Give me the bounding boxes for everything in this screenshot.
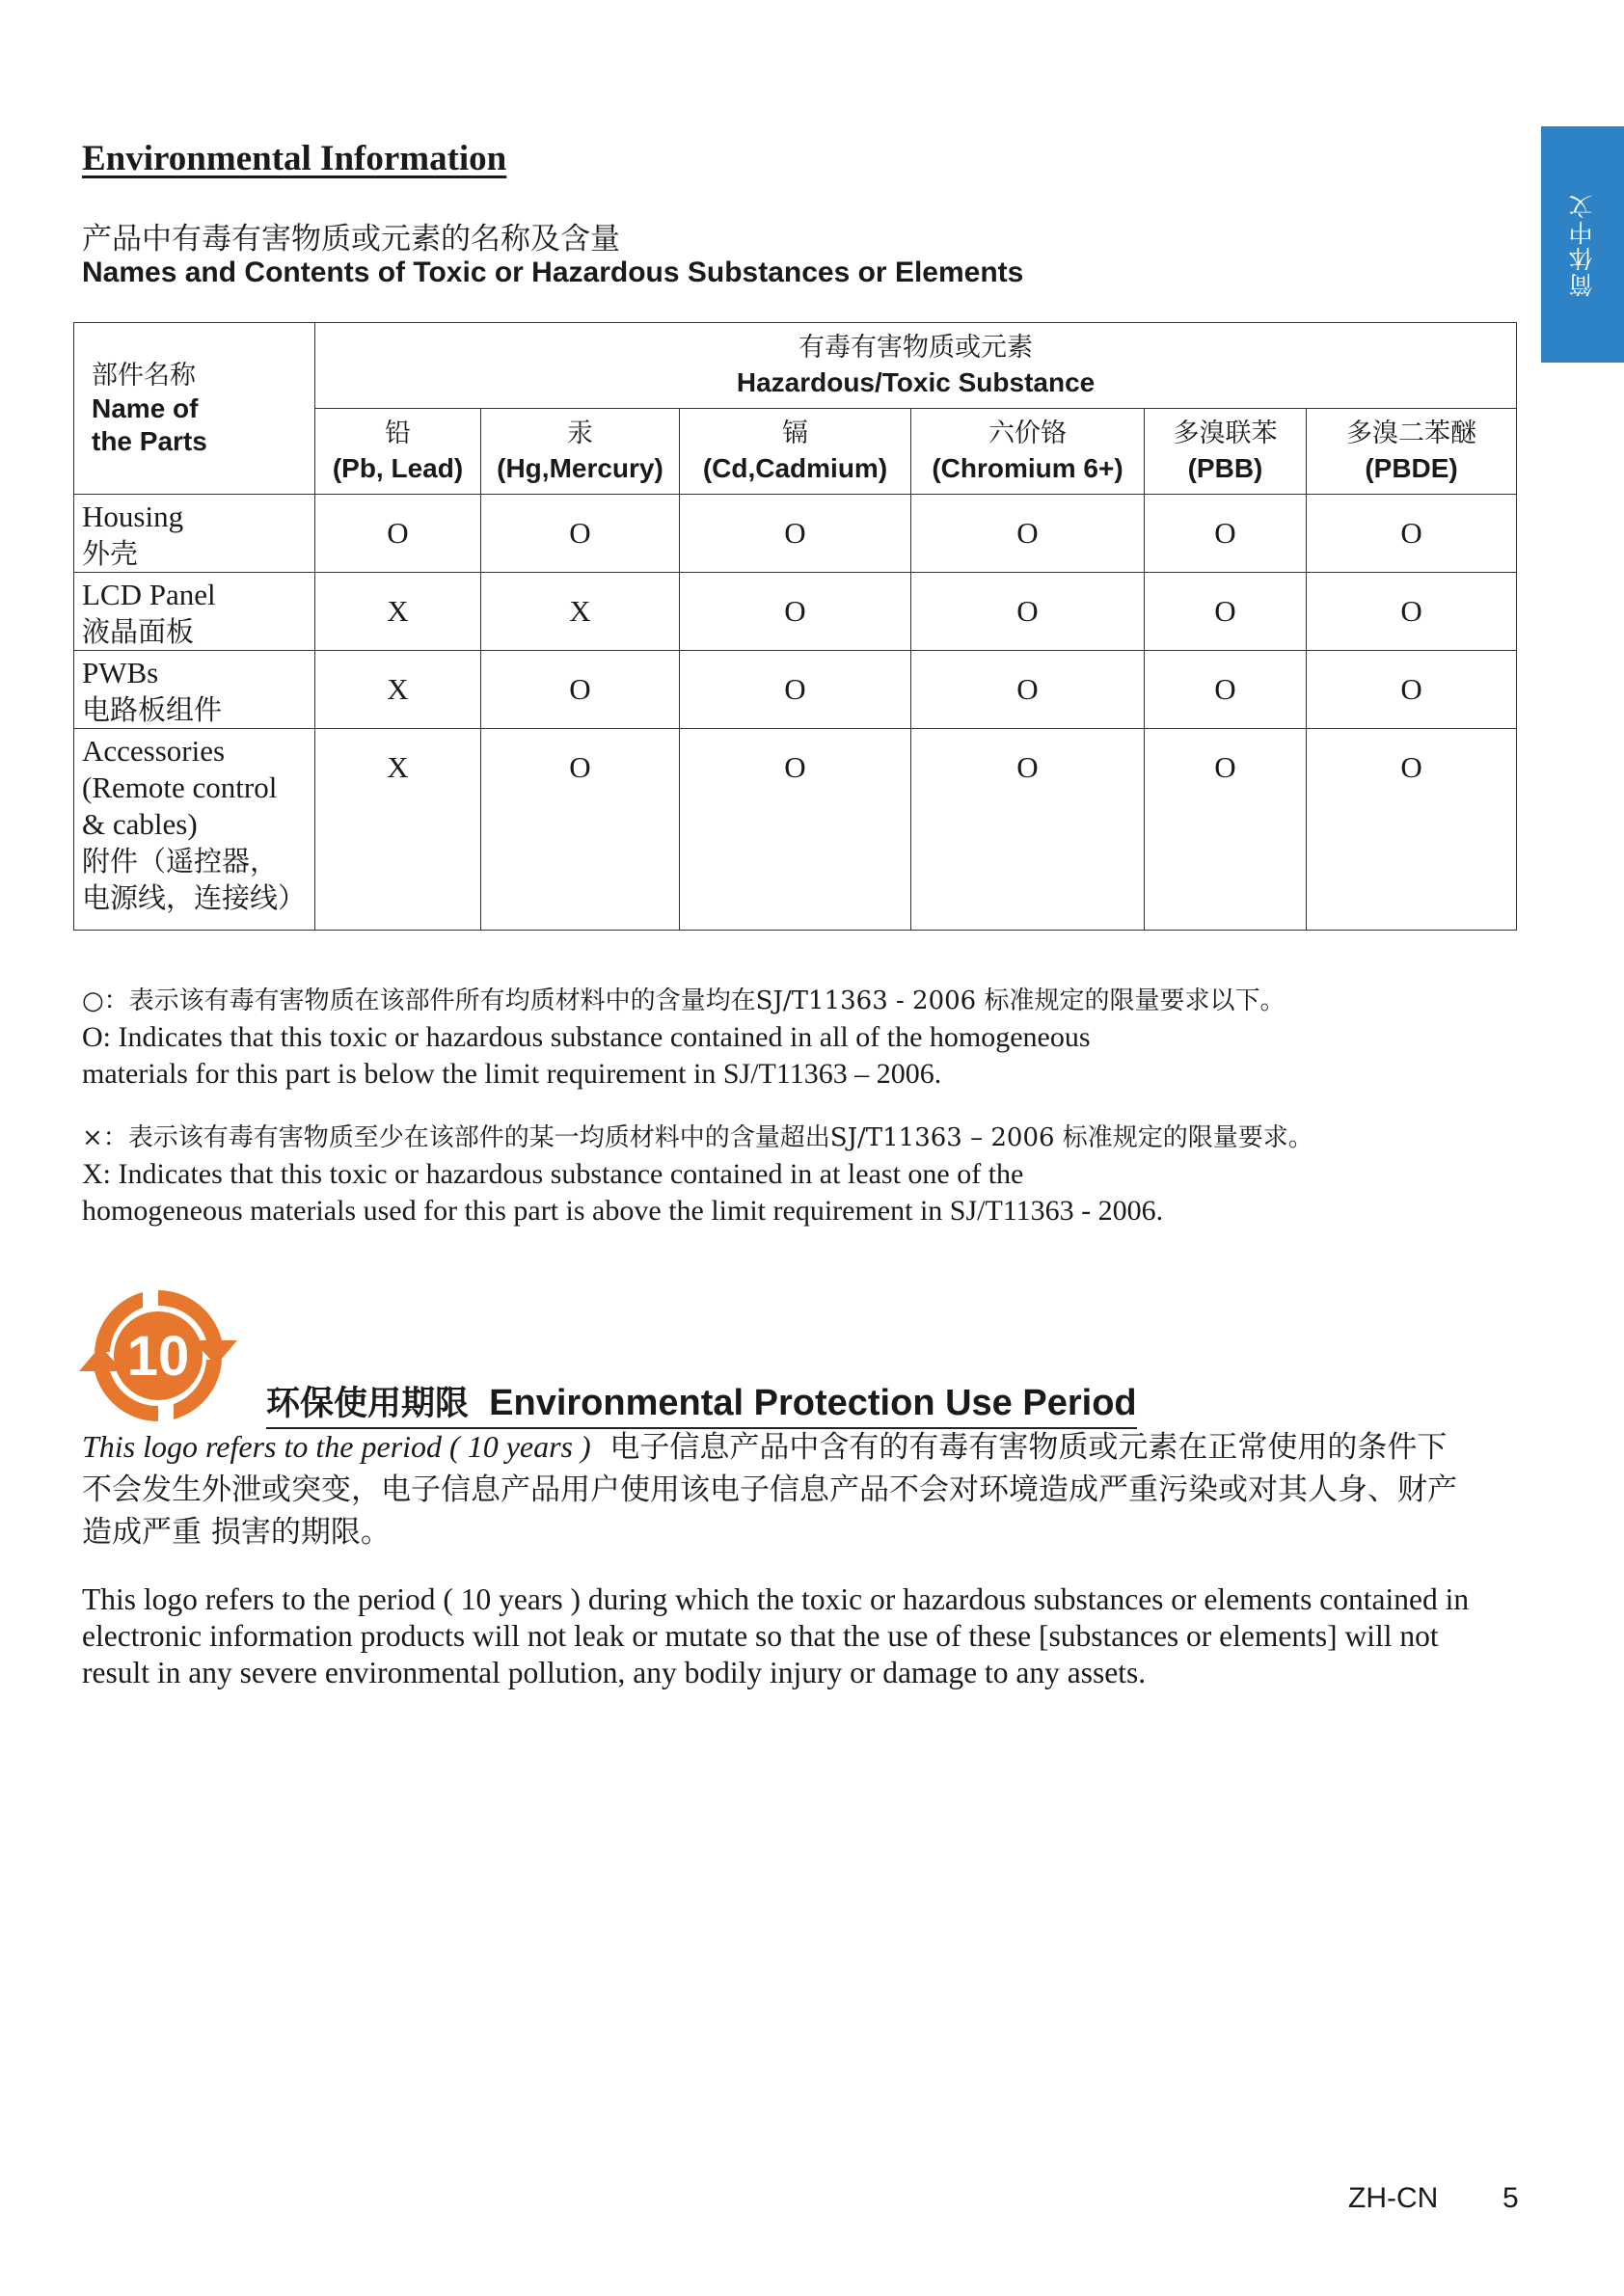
subtitle-chinese: 产品中有毒有害物质或元素的名称及含量 <box>82 222 620 257</box>
epup-paragraph-english: This logo refers to the period ( 10 years ) during which the toxic or hazardous substances or elements contained in electronic information products will not leak or mutate so that the use of these [substances or elements] will not result in any severe environmental pollution, any bodily injury or damage to any assets. <box>82 1582 1470 1689</box>
hazardous-substances-table <box>73 322 1517 931</box>
language-tab-label: 简体中文 <box>1568 192 1596 297</box>
table-cell: O <box>1307 573 1517 651</box>
table-cell: O <box>680 573 911 651</box>
table-cell: O <box>680 651 911 729</box>
epup-10-logo <box>75 1281 241 1431</box>
substance-group-header: 有毒有害物质或元素 Hazardous/Toxic Substance <box>315 323 1517 409</box>
part-name: Housing 外壳 <box>74 495 315 573</box>
page-title: Environmental Information <box>82 139 507 178</box>
table-cell: O <box>1145 495 1307 573</box>
table-row <box>74 495 1517 573</box>
table-cell: X <box>315 573 481 651</box>
table-cell: X <box>315 651 481 729</box>
column-header-chromium: 六价铬 (Chromium 6+) <box>911 409 1145 495</box>
footer-language-code: ZH-CN <box>1348 2182 1439 2214</box>
column-header-lead: 铅 (Pb, Lead) <box>315 409 481 495</box>
table-cell: O <box>911 651 1145 729</box>
column-header-cadmium: 镉 (Cd,Cadmium) <box>680 409 911 495</box>
table-cell: O <box>911 573 1145 651</box>
table-cell: O <box>911 729 1145 931</box>
table-cell: O <box>315 495 481 573</box>
table-cell: O <box>481 651 680 729</box>
epup-paragraph-chinese: This logo refers to the period ( 10 years ) 电子信息产品中含有的有毒有害物质或元素在正常使用的条件下不会发生外泄或突变，电子信息产品用户使用该电子信息产品不会对环境造成严重污染或对其人身、财产造成严重 损害的期限。 <box>82 1429 1457 1550</box>
column-header-pbde: 多溴二苯醚 (PBDE) <box>1307 409 1517 495</box>
table-cell: O <box>1307 729 1517 931</box>
subtitle-english: Names and Contents of Toxic or Hazardous Substances or Elements <box>82 257 1024 288</box>
language-tab[interactable] <box>1541 126 1624 363</box>
epup-heading: 环保使用期限 Environmental Protection Use Period <box>266 1377 1137 1429</box>
table-row <box>74 651 1517 729</box>
table-cell: O <box>1145 729 1307 931</box>
table-cell: O <box>1307 495 1517 573</box>
table-cell: O <box>911 495 1145 573</box>
note-x: ×：表示该有毒有害物质至少在该部件的某一均质材料中的含量超出SJ/T11363 – 2006 标准规定的限量要求。 X: Indicates that this toxic or hazardous substance contained in at least one of the homogeneous materials used for this part is above the limit requirement in SJ/T11363 - 2006. <box>82 1123 1313 1227</box>
part-name: PWBs 电路板组件 <box>74 651 315 729</box>
note-o: ○：表示该有毒有害物质在该部件所有均质材料中的含量均在SJ/T11363 - 2006 标准规定的限量要求以下。 O: Indicates that this toxic or hazardous substance contained in all of the homogeneous materials for this part is below the limit requirement in SJ/T11363 – 2006. <box>82 986 1286 1090</box>
table-cell: O <box>481 495 680 573</box>
page-number: 5 <box>1502 2182 1519 2214</box>
column-header-mercury: 汞 (Hg,Mercury) <box>481 409 680 495</box>
column-header-pbb: 多溴联苯 (PBB) <box>1145 409 1307 495</box>
table-cell: O <box>680 729 911 931</box>
table-cell: O <box>1145 651 1307 729</box>
part-name: Accessories (Remote control & cables) 附件（遥控器， 电源线，连接线） <box>74 729 315 931</box>
table-cell: X <box>315 729 481 931</box>
table-cell: X <box>481 573 680 651</box>
table-cell: O <box>680 495 911 573</box>
table-cell: O <box>1145 573 1307 651</box>
part-name: LCD Panel 液晶面板 <box>74 573 315 651</box>
table-cell: O <box>1307 651 1517 729</box>
parts-header: 部件名称 Name of the Parts <box>74 323 315 495</box>
table-cell: O <box>481 729 680 931</box>
table-row <box>74 573 1517 651</box>
table-row <box>74 729 1517 931</box>
logo-number: 10 <box>126 1325 190 1388</box>
